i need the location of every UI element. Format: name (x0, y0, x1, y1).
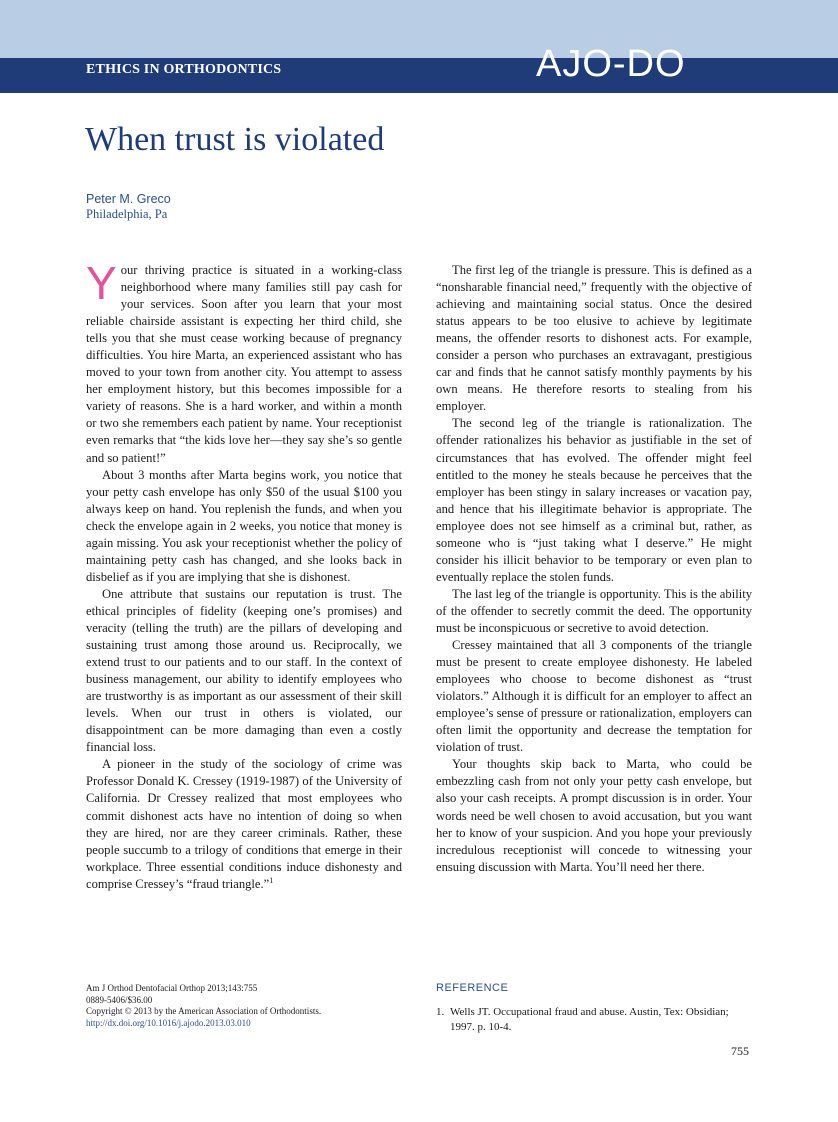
reference-list (436, 1005, 752, 1035)
footnote (86, 983, 386, 1029)
drop-cap: Y (86, 257, 117, 309)
paragraph-4-text: A pioneer in the study of the sociology of crime was Professor Donald K. Cressey (1919-1987) of the University of California. Dr Cressey realized that most employees who commit dishonest acts have no intention of doing so when they are hired, nor are they career criminals. Rather, these people succumb to a trilogy of conditions that emerge in their workplace. Three essential conditions induce dishonesty and comprise Cressey’s “fraud triangle.” (86, 757, 402, 891)
left-column (86, 257, 402, 893)
doi-link[interactable]: http://dx.doi.org/10.1016/j.ajodo.2013.03.010 (86, 1017, 251, 1028)
author-location: Philadelphia, Pa (86, 207, 168, 221)
paragraph-2: About 3 months after Marta begins work, you notice that your petty cash envelope has only $50 of the usual $100 you always keep on hand. You replenish the funds, and when you check the envelope again in 2 weeks, you notice that money is again missing. You ask your receptionist whether the policy of maintaining petty cash has changed, and she looks back in disbelief as if you are implying that she is dishonest. (86, 467, 402, 584)
paragraph-1 (86, 257, 402, 467)
right-column (436, 262, 752, 876)
paragraph-5: The first leg of the triangle is pressure. This is defined as a “nonsharable financial need,” frequently with the objective of achieving and maintaining social status. Once the desired status appears to be too elusive to achieve by legitimate means, the offender resorts to dishonest acts. For example, consider a person who purchases an extravagant, prestigious car and finds that he cannot satisfy monthly payments by his own means. He therefore resorts to stealing from his employer. (436, 263, 752, 414)
article-title: When trust is violated (85, 121, 385, 158)
reference-number: 1. (436, 1006, 445, 1018)
page-number: 755 (731, 1044, 749, 1058)
paragraph-4 (86, 756, 402, 892)
journal-logo: AJO-DO (536, 43, 686, 85)
paragraph-8: Cressey maintained that all 3 components of the triangle must be present to create employee dishonesty. He labeled employees who choose to become dishonest as “trust violators.” Although it is difficult for an employer to affect an employee’s sense of pressure or rationalization, employers can often limit the opportunity and decrease the temptation for violation of trust. (436, 638, 752, 755)
paragraph-7: The last leg of the triangle is opportunity. This is the ability of the offender to secretly commit the deed. The opportunity must be inconspicuous or secretive to avoid detection. (436, 586, 752, 635)
paragraph-3: One attribute that sustains our reputation is trust. The ethical principles of fidelity (keeping one’s promises) and veracity (telling the truth) are the pillars of developing and sustaining trust among those around us. Reciprocally, we extend trust to our patients and to our staff. In the context of business management, our ability to identify employees who are trustworthy is as important as our assessment of their skill levels. When our trust in others is violated, our disappointment can be more damaging than even a costly financial loss. (86, 586, 402, 755)
paragraph-9: Your thoughts skip back to Marta, who could be embezzling cash from not only your petty cash envelope, but also your cash receipts. A prompt discussion is in order. Your words need be well chosen to avoid accusation, but you want her to know of your suspicion. And you hope your previously incredulous receptionist will concede to witnessing your ensuing discussion with Marta. You’ll need her there. (436, 757, 752, 874)
reference-heading: REFERENCE (436, 982, 509, 994)
author-name: Peter M. Greco (86, 192, 171, 206)
reference-text: Wells JT. Occupational fraud and abuse. Austin, Tex: Obsidian; 1997. p. 10-4. (450, 1006, 729, 1033)
section-label: ETHICS IN ORTHODONTICS (86, 62, 282, 77)
paragraph-6: The second leg of the triangle is rationalization. The offender rationalizes his behavior as justifiable in the set of circumstances that has evolved. The offender might feel entitled to the money he steals because he perceives that the employer has been stingy in salary increases or vacation pay, and hence that his illegitimate behavior is appropriate. The employee does not see himself as a criminal but, rather, as someone who is “just taking what I deserve.” He might consider his illicit behavior to be temporary or even plan to eventually replace the stolen funds. (436, 416, 752, 584)
reference-item (436, 1005, 752, 1035)
paragraph-1-text: our thriving practice is situated in a working-class neighborhood where many families still pay cash for your services. Soon after you learn that your most reliable chairside assistant is expecting her third child, she tells you that she must cease working because of pregnancy difficulties. You hire Marta, an experienced assistant who has moved to your town from another city. You attempt to assess her employment history, but this becomes impossible for a variety of reasons. She is a hard worker, and within a month or two she remembers each patient by name. Your receptionist even remarks that “the kids love her—they say she’s so gentle and so patient!” (86, 263, 402, 465)
reference-link[interactable]: 1 (269, 875, 274, 885)
footnote-citation: Am J Orthod Dentofacial Orthop 2013;143:755 (86, 983, 258, 993)
header-top-band (0, 0, 838, 58)
footnote-copyright: Copyright © 2013 by the American Association of Orthodontists. (86, 1006, 322, 1016)
footnote-issn: 0889-5406/$36.00 (86, 994, 153, 1005)
